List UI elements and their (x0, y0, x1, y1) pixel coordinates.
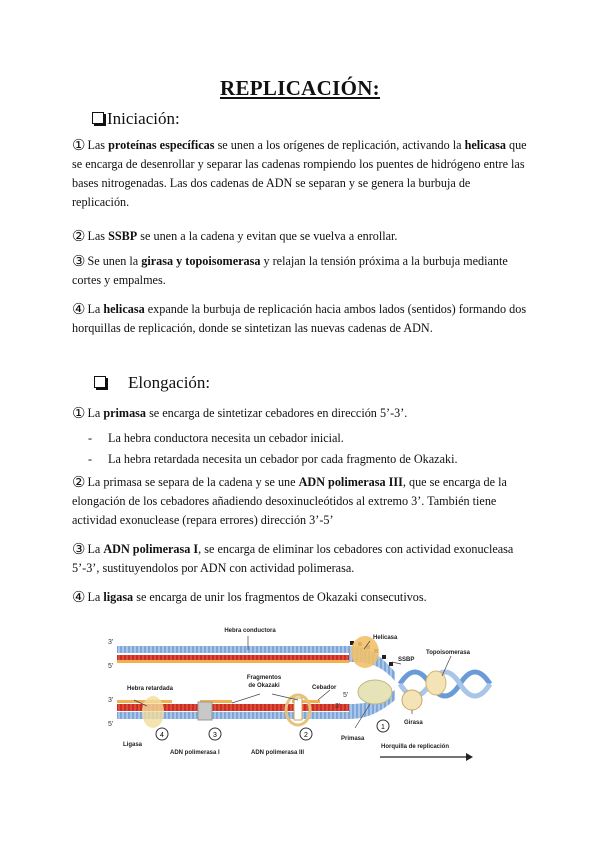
circled-number: ③ (72, 542, 86, 558)
text: Las (87, 138, 109, 152)
label-cebador: Cebador (312, 685, 337, 691)
circled-number: ④ (72, 302, 86, 318)
text: La (87, 406, 104, 420)
girasa-enzyme (402, 690, 422, 710)
bold-term: proteínas específicas (108, 138, 215, 152)
ligasa-enzyme (142, 696, 164, 728)
circled-number: ② (72, 475, 86, 491)
circled-number: ① (72, 406, 86, 422)
label-adn-polimerasa-i: ADN polimerasa I (170, 750, 220, 756)
text: La primasa se separa de la cadena y se une (87, 475, 299, 489)
label-fragmentos: Fragmentos (246, 675, 282, 681)
end-label: 5’ (343, 692, 349, 699)
primasa-enzyme (358, 680, 392, 704)
text: La (87, 302, 104, 316)
list-item: - La hebra retardada necesita un cebador por cada fragmento de Okazaki. (88, 452, 458, 466)
svg-text:1: 1 (381, 724, 385, 731)
circled-number: ③ (72, 254, 86, 270)
text: Se unen la (87, 254, 142, 268)
bold-term: girasa y topoisomerasa (141, 254, 261, 268)
polimerasa-i-enzyme (198, 702, 212, 720)
label-helicasa: Helicasa (373, 635, 398, 641)
parental-strand-top (117, 646, 349, 653)
end-label: 5’ (108, 663, 114, 670)
text: La (87, 590, 104, 604)
text: que se encarga de desenrollar y separar las cadenas rompiendo los puentes de hidrógeno entre las bases nitrogenadas. Las dos cadenas de ADN se separan y se genera la burbuja de replicación. (72, 138, 527, 209)
text: Las (87, 229, 109, 243)
svg-text:4: 4 (160, 732, 164, 739)
svg-text:3: 3 (213, 732, 217, 739)
text: La (87, 542, 104, 556)
label-ssbp: SSBP (398, 657, 415, 663)
list-item: - La hebra conductora necesita un cebador inicial. (88, 431, 344, 445)
end-label: 3’ (108, 639, 114, 646)
list-item-text: La hebra conductora necesita un cebador inicial. (108, 431, 344, 445)
document-title: REPLICACIÓN: (220, 76, 380, 100)
circled-number: ② (72, 229, 86, 245)
text: se unen a los orígenes de replicación, activando la (214, 138, 465, 152)
text: expande la burbuja de replicación hacia ambos lados (sentidos) formando dos horquillas de replicación, donde se sintetizan las nuevas cadenas de ADN. (72, 302, 527, 335)
bold-term: ADN polimerasa III (298, 475, 403, 489)
bold-term: helicasa (464, 138, 506, 152)
text: se encarga de sintetizar cebadores en dirección 5’-3’. (146, 406, 408, 420)
label-adn-polimerasa-iii: ADN polimerasa III (251, 750, 305, 756)
circle-number-2 (300, 728, 312, 740)
text: , se encarga de eliminar los cebadores con actividad exonucleasa 5’-3’, sustituyendolos por ADN con actividad polimerasa. (72, 542, 514, 575)
text: y relajan la tensión próxima a la burbuja mediante cortes y empalmes. (72, 254, 508, 287)
circle-number-1 (377, 720, 389, 732)
bold-term: ADN polimerasa I (103, 542, 199, 556)
circle-number-4 (156, 728, 168, 740)
heading-text: Elongación: (128, 373, 211, 392)
bold-term: ligasa (103, 590, 134, 604)
bold-term: helicasa (103, 302, 145, 316)
list-item-text: La hebra retardada necesita un cebador por cada fragmento de Okazaki. (108, 452, 458, 466)
bold-term: SSBP (108, 229, 138, 243)
label-ligasa: Ligasa (123, 742, 143, 748)
text: se unen a la cadena y evitan que se vuelva a enrollar. (137, 229, 398, 243)
text: , que se encarga de la elongación de los cebadores añadiendo desoxinucleótidos al extremo 3’. También tiene actividad exonuclease (repara errores) dirección 3’-5’ (72, 475, 507, 527)
heading-text: Iniciación: (107, 109, 180, 128)
end-label: 3’ (335, 703, 341, 710)
circle-number-3 (209, 728, 221, 740)
label-topoisomerasa: Topoisomerasa (426, 650, 470, 656)
bold-term: primasa (103, 406, 147, 420)
svg-text:2: 2 (304, 732, 308, 739)
text: se encarga de unir los fragmentos de Okazaki consecutivos. (133, 590, 427, 604)
label-girasa: Girasa (404, 720, 423, 726)
label-horquilla: Horquilla de replicación (381, 744, 450, 750)
end-label: 5’ (108, 721, 114, 728)
label-de-okazaki: de Okazaki (248, 683, 280, 689)
label-hebra-conductora: Hebra conductora (224, 628, 276, 634)
horquilla-arrow-icon (380, 753, 473, 761)
leading-strand-highlight (117, 660, 349, 663)
label-hebra-retardada: Hebra retardada (127, 686, 174, 692)
polimerasa-iii-enzyme (294, 698, 302, 720)
label-primasa: Primasa (341, 736, 365, 742)
end-label: 3’ (108, 697, 114, 704)
circled-number: ① (72, 138, 86, 154)
circled-number: ④ (72, 590, 86, 606)
